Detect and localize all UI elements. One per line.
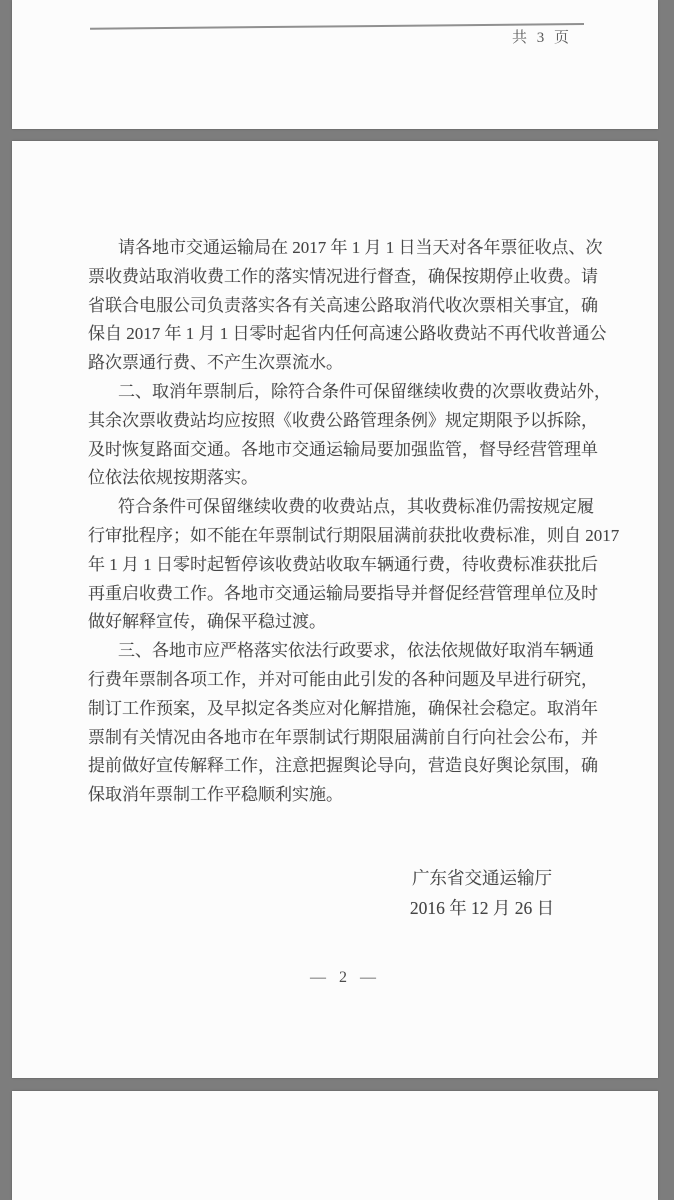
page-1-bottom: [12, 0, 658, 129]
text-line: 票制有关情况由各地市在年票制试行期限届满前自行向社会公布，并: [88, 727, 598, 747]
text-line: 保自 2017 年 1 月 1 日零时起省内任何高速公路收费站不再代收普通公: [88, 324, 607, 344]
page-number: — 2 —: [310, 969, 376, 986]
total-pages-label: 共 3 页: [511, 30, 572, 46]
text-line: 保取消年票制工作平稳顺利实施。: [88, 785, 343, 805]
text-line: 行费年票制各项工作，并对可能由此引发的各种问题及早进行研究，: [88, 669, 598, 689]
text-line: 路次票通行费、不产生次票流水。: [88, 353, 343, 373]
text-line: 位依法依规按期落实。: [88, 468, 258, 488]
text-line: 符合条件可保留继续收费的收费站点，其收费标准仍需按规定履: [118, 497, 594, 517]
text-line: 二、取消年票制后，除符合条件可保留继续收费的次票收费站外，: [118, 381, 611, 401]
page-3-top: [12, 1091, 658, 1200]
text-line: 制订工作预案，及早拟定各类应对化解措施，确保社会稳定。取消年: [88, 698, 598, 718]
signature-block: [342, 864, 622, 923]
text-line: 提前做好宣传解释工作，注意把握舆论导向，营造良好舆论氛围，确: [88, 756, 598, 776]
text-line: 再重启收费工作。各地市交通运输局要指导并督促经营管理单位及时: [88, 583, 598, 603]
text-line: 省联合电服公司负责落实各有关高速公路取消代收次票相关事宜，确: [88, 295, 598, 315]
text-line: 票收费站取消收费工作的落实情况进行督查，确保按期停止收费。请: [88, 266, 598, 286]
text-line: 其余次票收费站均应按照《收费公路管理条例》规定期限予以拆除，: [88, 410, 598, 430]
text-line: 及时恢复路面交通。各地市交通运输局要加强监管，督导经营管理单: [88, 439, 598, 459]
text-line: 行审批程序；如不能在年票制试行期限届满前获批收费标准，则自 2017: [88, 525, 620, 545]
text-line: 年 1 月 1 日零时起暂停该收费站收取车辆通行费，待收费标准获批后: [88, 554, 598, 574]
signature-date: 2016 年 12 月 26 日: [409, 897, 555, 918]
text-line: 三、各地市应严格落实依法行政要求，依法依规做好取消车辆通: [118, 641, 594, 661]
document-body: [88, 234, 620, 810]
page-2: [12, 141, 658, 1078]
text-line: 做好解释宣传，确保平稳过渡。: [88, 612, 326, 632]
page1-footer-rule: [90, 23, 584, 30]
signature-org: 广东省交通运输厅: [412, 868, 552, 888]
text-line: 请各地市交通运输局在 2017 年 1 月 1 日当天对各年票征收点、次: [118, 238, 603, 257]
